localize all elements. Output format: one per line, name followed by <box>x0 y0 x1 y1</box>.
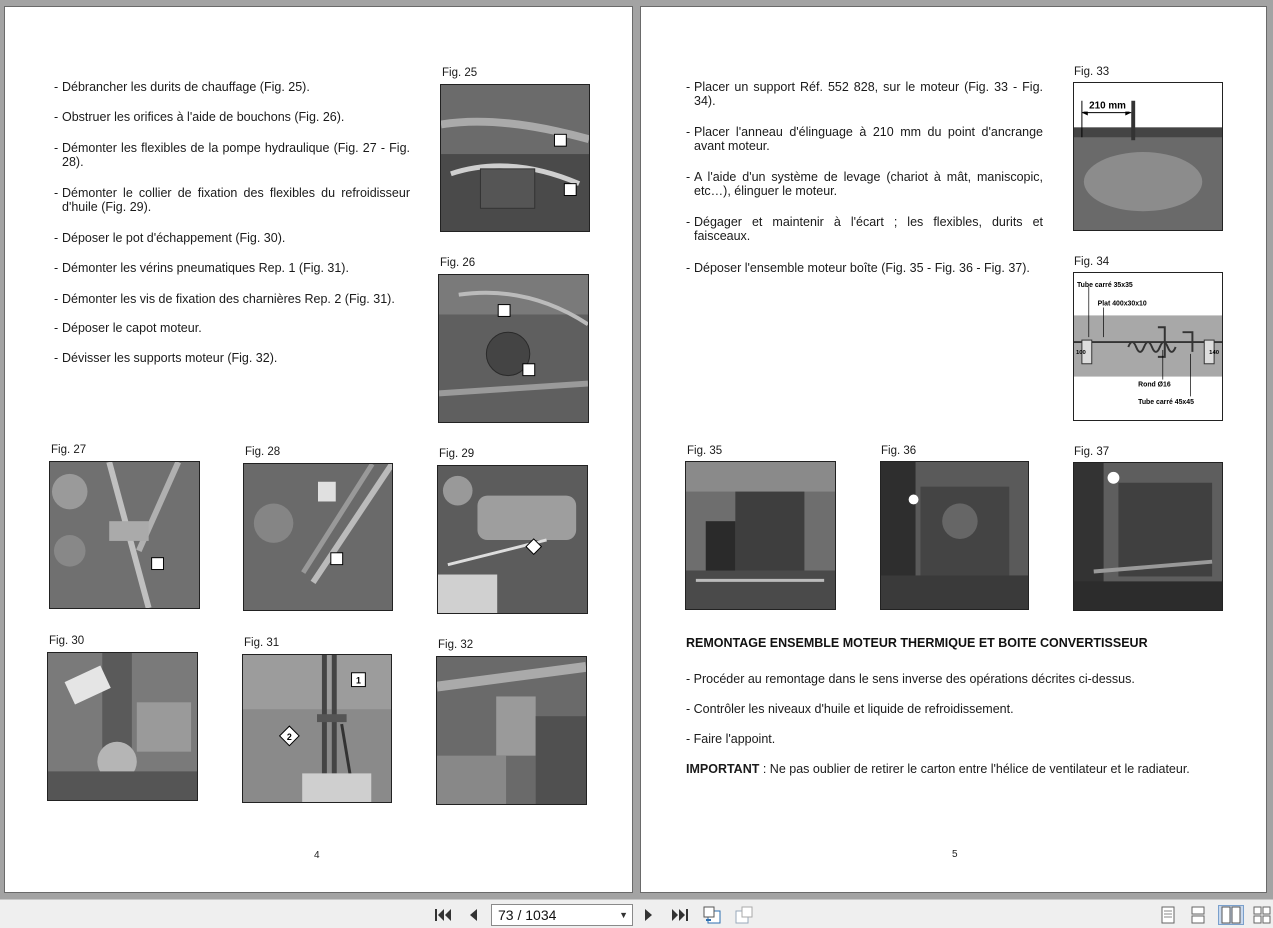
fig31-marker-2: 2 <box>286 731 292 742</box>
figure-caption: Fig. 35 <box>687 445 723 457</box>
photo-fig-35 <box>685 461 836 610</box>
photo-fig-37 <box>1073 462 1223 611</box>
figure-caption: Fig. 31 <box>244 637 280 649</box>
photo-fig-36 <box>880 461 1029 610</box>
figure-caption: Fig. 25 <box>442 67 478 79</box>
last-page-icon <box>671 908 689 922</box>
figure-caption: Fig. 37 <box>1074 446 1110 458</box>
bullet-item: - Démonter les flexibles de la pompe hydraulique (Fig. 27 - Fig. 28). <box>54 141 410 169</box>
fig31-marker-1: 1 <box>355 675 361 686</box>
page-indicator: 73 / 1034 <box>498 907 557 923</box>
bullet-item: - Démonter les vérins pneumatiques Rep. 1 (Fig. 31). <box>54 261 349 275</box>
figure-caption: Fig. 29 <box>439 448 475 460</box>
figure-caption: Fig. 33 <box>1074 66 1110 78</box>
paragraph: - Contrôler les niveaux d'huile et liquide de refroidissement. <box>686 702 1014 716</box>
figure-caption: Fig. 28 <box>245 446 281 458</box>
bullet-item: - Placer un support Réf. 552 828, sur le moteur (Fig. 33 - Fig. 34). <box>686 80 1043 108</box>
fig34-label-tube-45: Tube carré 45x45 <box>1138 399 1194 407</box>
bullet-item: - Déposer l'ensemble moteur boîte (Fig. 35 - Fig. 36 - Fig. 37). <box>686 261 1030 275</box>
photo-fig-28 <box>243 463 393 611</box>
next-page-button[interactable] <box>639 905 659 925</box>
go-forward-view-button[interactable] <box>734 905 754 925</box>
photo-fig-31 <box>242 654 392 803</box>
fig34-label-tube-35: Tube carré 35x35 <box>1076 281 1133 289</box>
fig34-label-round: Rond Ø16 <box>1138 381 1171 389</box>
photo-fig-30 <box>47 652 198 801</box>
continuous-page-icon <box>1191 906 1205 924</box>
fig34-label-dim-left: 100 <box>1075 349 1086 356</box>
bullet-item: - Placer l'anneau d'élinguage à 210 mm du point d'ancrange avant moteur. <box>686 125 1043 153</box>
bullet-item: - Démonter le collier de fixation des flexibles du refroidisseur d'huile (Fig. 29). <box>54 186 410 214</box>
page-number: 5 <box>952 849 958 860</box>
bullet-item: - Dégager et maintenir à l'écart ; les flexibles, durits et faisceaux. <box>686 215 1043 243</box>
page-selector[interactable] <box>491 904 633 926</box>
page-4 <box>4 6 633 893</box>
figure-caption: Fig. 32 <box>438 639 474 651</box>
bullet-item: - Déposer le capot moteur. <box>54 321 202 335</box>
figure-caption: Fig. 27 <box>51 444 87 456</box>
paragraph: - Procéder au remontage dans le sens inverse des opérations décrites ci-dessus. <box>686 672 1135 686</box>
photo-fig-29 <box>437 465 588 614</box>
first-page-icon <box>434 908 452 922</box>
section-heading: REMONTAGE ENSEMBLE MOTEUR THERMIQUE ET BOITE CONVERTISSEUR <box>686 636 1148 650</box>
go-back-view-button[interactable] <box>702 905 722 925</box>
facing-pages-icon <box>1221 906 1241 924</box>
bullet-item: - Dévisser les supports moteur (Fig. 32). <box>54 351 278 365</box>
paragraph: - Faire l'appoint. <box>686 732 776 746</box>
viewer-toolbar <box>0 899 1273 928</box>
last-page-button[interactable] <box>670 905 690 925</box>
photo-fig-33 <box>1073 82 1223 231</box>
bullet-item: - Démonter les vis de fixation des charnières Rep. 2 (Fig. 31). <box>54 292 395 306</box>
previous-page-button[interactable] <box>463 905 483 925</box>
photo-fig-27 <box>49 461 200 609</box>
single-page-view-button[interactable] <box>1158 905 1178 925</box>
figure-caption: Fig. 36 <box>881 445 917 457</box>
photo-fig-26 <box>438 274 589 423</box>
single-page-icon <box>1161 906 1175 924</box>
photo-fig-32 <box>436 656 587 805</box>
important-text: : Ne pas oublier de retirer le carton entre l'hélice de ventilateur et le radiateur. <box>759 762 1190 776</box>
bullet-item: - Obstruer les orifices à l'aide de bouchons (Fig. 26). <box>54 110 345 124</box>
fig33-dimension: 210 mm <box>1089 100 1126 112</box>
diagram-fig-34 <box>1073 272 1223 421</box>
page-5 <box>640 6 1267 893</box>
figure-caption: Fig. 34 <box>1074 256 1110 268</box>
chevron-down-icon: ▼ <box>619 910 628 920</box>
first-page-button[interactable] <box>433 905 453 925</box>
bullet-item: - Déposer le pot d'échappement (Fig. 30). <box>54 231 286 245</box>
figure-caption: Fig. 26 <box>440 257 476 269</box>
previous-page-icon <box>467 908 479 922</box>
photo-fig-25 <box>440 84 590 232</box>
continuous-view-button[interactable] <box>1188 905 1208 925</box>
bullet-item: - Débrancher les durits de chauffage (Fig. 25). <box>54 80 310 94</box>
fig34-label-plate: Plat 400x30x10 <box>1097 300 1147 308</box>
bullet-item: - A l'aide d'un système de levage (chariot à mât, maniscopic, etc…), élinguer le moteur. <box>686 170 1043 198</box>
next-page-icon <box>643 908 655 922</box>
page-number: 4 <box>314 850 320 861</box>
figure-caption: Fig. 30 <box>49 635 85 647</box>
facing-continuous-icon <box>1253 906 1271 924</box>
important-label: IMPORTANT <box>686 762 760 776</box>
facing-pages-view-button[interactable] <box>1218 905 1244 925</box>
fig34-label-dim-right: 140 <box>1209 349 1220 356</box>
back-view-icon <box>702 906 722 924</box>
important-note <box>686 762 1190 776</box>
facing-continuous-view-button[interactable] <box>1252 905 1272 925</box>
forward-view-icon <box>734 906 754 924</box>
